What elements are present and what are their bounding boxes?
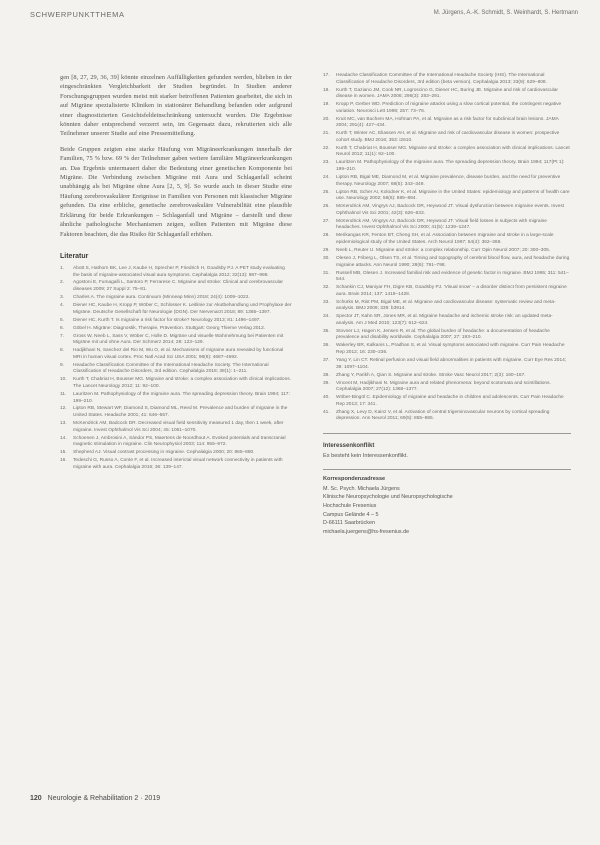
reference-text: Wöber-Bingöl C. Epidemiology of migraine and headache in children and adolescents. Curr Pain Headache Rep 2013; 17: 341.	[336, 395, 564, 407]
reference-number: 15.	[60, 450, 67, 456]
reference-item	[323, 175, 571, 188]
reference-item	[323, 358, 571, 371]
reference-text: Neeb L, Reuter U. Migraine and stroke: a complex relationship. Curr Opin Neurol 2007; 20: 300–305.	[336, 247, 551, 253]
reference-number: 12.	[60, 406, 67, 412]
reference-text: Göbel H. Migräne: Diagnostik, Therapie, Prävention. Stuttgart: Georg Thieme Verlag 2012.	[73, 325, 266, 331]
page-footer	[30, 795, 160, 802]
reference-number: 3.	[60, 295, 65, 301]
reference-list	[60, 266, 292, 471]
reference-item	[60, 458, 292, 471]
left-column	[60, 73, 292, 473]
reference-number: 1.	[60, 265, 65, 271]
reference-item	[60, 318, 292, 325]
address-line: Campus Gelände 4 – 5	[323, 511, 379, 518]
reference-number: 30.	[323, 255, 330, 261]
reference-text: Lipton RB, Scher AI, Kolodner K, et al. Migraine in the United States: epidemiology and patterns of health care use. Neurology 2002; 58(6): 885–894.	[336, 189, 570, 202]
conflict-statement: Es besteht kein Interessenkonflikt.	[323, 452, 408, 459]
reference-item	[60, 392, 292, 405]
reference-item	[323, 300, 571, 313]
reference-text: McKendrick AM, Vingrys AJ, Badcock DR, Heywood JT. Visual dysfunction between migraine events. Invest Ophthalmol Vis Sci 2001; 42(3): 626–633.	[336, 204, 565, 216]
reference-text: Hadjikhani N, Sanchez del Rio M, Wu O, et al. Mechanisms of migraine aura revealed by functional MRI in human visual cortex. Proc Natl Acad Sci USA 2001; 98(8): 4687–4692.	[73, 348, 284, 360]
reference-text: Lauritzen M. Pathophysiology of the migraine aura. The spreading depression theory. Brain 1994; 117(Pt 1): 199–210.	[336, 160, 565, 173]
reference-text: McKendrick AM, Vingrys AJ, Badcock DR, Heywood JT. Visual field losses in subjects with migraine headaches. Invest Ophthalmol Vis Sci 2000; 41(5): 1239–1247.	[336, 218, 547, 231]
reference-number: 26.	[323, 204, 330, 210]
literature-heading: Literatur	[60, 252, 89, 260]
reference-item	[323, 88, 571, 101]
reference-item	[60, 377, 292, 390]
reference-text: Merikangas KR, Fenton BT, Cheng SH, et al. Association between migraine and stroke in a large-scale epidemiological study of the United States. Arch Neurol 1997; 54(4): 362–368.	[336, 233, 554, 245]
reference-number: 32.	[323, 285, 330, 291]
reference-number: 36.	[323, 343, 330, 349]
reference-number: 28.	[323, 233, 330, 239]
reference-text: Gross W, Neeb L, Sass V, Wöber C, Holle D. Migräne und visuelle Wahrnehmung bei Patienten mit Migräne mit und ohne Aura. Der Schmerz 2014; 28: 123–129.	[73, 333, 284, 346]
reference-number: 21.	[323, 131, 330, 137]
divider	[323, 433, 571, 434]
reference-item	[60, 421, 292, 434]
reference-text: Kurth T, Chabriat H, Bousser MG. Migraine and stroke: a complex association with clinical implications. Lancet Neurol 2012; 11(1): 92–100.	[336, 145, 570, 158]
reference-item	[60, 334, 292, 347]
reference-number: 33.	[323, 299, 330, 305]
reference-item	[60, 303, 292, 316]
address-line: M. Sc. Psych. Michaela Jürgens	[323, 485, 400, 492]
reference-list	[323, 73, 571, 423]
reference-number: 41.	[323, 409, 330, 415]
reference-item	[323, 219, 571, 232]
body-paragraph: Beide Gruppen zeigten eine starke Häufung von Migräneerkrankungen innerhalb der Familien, 75 % bzw. 69 % der Teilnehmer gaben weitere familiäre Migräneerkrankungen an. Das Ergebnis untermauert daher die Bedeutung einer genetischen Komponente bei Migräne. Die Verbindung zwischen Migräne mit Aura und Schlaganfall scheint unabhängig als bei Migräne ohne Aura [2, 5, 9]. So wurde auch in dieser Studie eine Häufung zerebrovaskulärer Ereignisse in Familien von Personen mit klassischer Migräne gefunden. Da eine erbliche, genetische zerebrovaskuläre Vulnerabilität eine plausible Erklärung für beide Erkrankungen – Schlaganfall und Migräne – darstellt und diese ähnliche pathologische Mechanismen zeigen, sollten Patienten mit Migräne diese Faktoren beachten, die das Risiko für Schlaganfall erhöhen.	[60, 145, 292, 238]
reference-text: Headache Classification Committee of the International Headache Society. The International Classification of Headache Disorders, 3rd edition. Cephalalgia 2018; 38(1): 1–211.	[73, 362, 269, 375]
reference-item	[323, 190, 571, 203]
reference-text: Kurth T, Chabriat H, Bousser MG. Migraine and stroke: a complex association with clinical implications. The Lancet Neurology 2012; 11: 92–100.	[73, 377, 291, 389]
reference-item	[323, 381, 571, 394]
reference-text: Diener HC, Kaube H, Kropp P, Wöber C, Schlosser K. Leitlinie zur Akutbehandlung und Prophylaxe der Migräne. Deutsche Gesellschaft für Neurologie (DGN). Der Nervenarzt 2018; 89: 1365–1397.	[73, 303, 292, 315]
reference-item	[323, 271, 571, 284]
reference-item	[323, 102, 571, 115]
reference-number: 7.	[60, 333, 65, 339]
running-head-authors: M. Jürgens, A.-K. Schmidt, S. Weinhardt, S. Hertmann	[433, 10, 578, 16]
reference-item	[60, 348, 292, 361]
correspondence-address	[323, 485, 571, 537]
reference-number: 37.	[323, 357, 330, 363]
reference-item	[323, 204, 571, 217]
reference-item	[323, 248, 571, 255]
reference-number: 27.	[323, 218, 330, 224]
reference-text: Headache Classification Committee of the International Headache Society (IHS). The International Classification of Headache Disorders, 3rd edition (beta version). Cephalalgia 2013; 33(9): 629–808.	[336, 73, 547, 85]
reference-number: 35.	[323, 328, 330, 334]
running-head-section: SCHWERPUNKTTHEMA	[30, 10, 125, 19]
address-heading: Korrespondenzadresse	[323, 475, 386, 482]
reference-number: 38.	[323, 372, 330, 378]
reference-item	[323, 160, 571, 173]
reference-item	[323, 410, 571, 423]
reference-item	[60, 363, 292, 376]
reference-number: 22.	[323, 145, 330, 151]
reference-number: 8.	[60, 348, 65, 354]
reference-text: Yang Y, Lin CT. Retinal perfusion and visual field abnormalities in patients with migraine. Curr Eye Res 2014; 39: 1097–1104.	[336, 357, 567, 370]
reference-item	[60, 280, 292, 293]
reference-item	[323, 373, 571, 380]
reference-text: Lipton RB, Bigal ME, Diamond M, et al. Migraine prevalence, disease burden, and the need for preventive therapy. Neurology 2007; 68(5): 343–349.	[336, 175, 561, 187]
reference-item	[323, 73, 571, 86]
reference-number: 5.	[60, 317, 65, 323]
reference-number: 13.	[60, 421, 67, 427]
reference-item	[60, 326, 292, 333]
address-line: michaela.juergens@hs-fresenius.de	[323, 528, 410, 535]
reference-number: 40.	[323, 395, 330, 401]
reference-text: Stovner LJ, Hagen K, Jensen R, et al. The global burden of headache: a documentation of headache prevalence and disability worldwide. Cephalalgia 2007; 27: 193–210.	[336, 328, 550, 341]
reference-item	[323, 117, 571, 130]
conflict-heading: Interessenkonflikt	[323, 442, 375, 449]
reference-item	[323, 314, 571, 327]
reference-text: Kruit MC, van Buchem MA, Hofman PA, et al. Migraine as a risk factor for subclinical brain lesions. JAMA 2004; 291(4): 427–434.	[336, 116, 559, 129]
right-column	[323, 73, 571, 536]
reference-item	[60, 295, 292, 302]
reference-number: 20.	[323, 116, 330, 122]
reference-text: Zhang Y, Parikh A, Qian S. Migraine and stroke. Stroke Vasc Neurol 2017; 2(3): 160–167.	[336, 372, 526, 378]
reference-text: Charles A. The migraine aura. Continuum (Minneap Minn) 2018; 24(4): 1009–1022.	[73, 295, 250, 301]
reference-item	[60, 436, 292, 449]
reference-number: 9.	[60, 362, 65, 368]
reference-text: Abott S, Hathorn BK, Lee J, Kaube H, Sprecher P, Friedrich H, Goadsby PJ. A PET study evaluating the basis of migraine-associated visual aura symptoms. Cephalalgia 2012; 32(13): 987–998.	[73, 265, 285, 278]
reference-number: 25.	[323, 189, 330, 195]
reference-text: Kurth T, Winter AC, Eliassen AH, et al. Migraine and risk of cardiovascular disease in women: prospective cohort study. BMJ 2016; 353: i2610.	[336, 131, 560, 143]
page-number: 120	[30, 795, 42, 802]
reference-text: Shepherd AJ. Visual contrast processing in migraine. Cephalalgia 2000; 20: 865–880.	[73, 450, 255, 456]
reference-number: 2.	[60, 280, 65, 286]
reference-number: 10.	[60, 377, 67, 383]
reference-item	[323, 146, 571, 159]
reference-item	[323, 256, 571, 269]
reference-text: Schürks M, Rist PM, Bigal ME, et al. Migraine and cardiovascular disease: systematic review and meta-analysis. BMJ 2009; 339: b3914.	[336, 299, 556, 312]
reference-text: Kropp P, Gerber WD. Prediction of migraine attacks using a slow cortical potential, the contingent negative variation. Neurosci Lett 1998; 257: 73–76.	[336, 102, 562, 114]
reference-item	[323, 131, 571, 144]
reference-item	[323, 233, 571, 246]
reference-text: Schoenen J, Ambrosini A, Sándor PS, Maertens de Noordhout A. Evoked potentials and transcranial magnetic stimulation in migraine. Clin Neurophysiol 2003; 114: 955–972.	[73, 435, 286, 448]
reference-item	[60, 266, 292, 279]
reference-text: Agostoni E, Fumagalli L, Santoro P, Ferrarese C. Migraine and stroke: Clinical and cerebrovascular diseases 2009; 27 Suppl 2: 75–81.	[73, 280, 284, 293]
reference-number: 39.	[323, 380, 330, 386]
address-line: D-66111 Saarbrücken	[323, 520, 375, 527]
reference-number: 23.	[323, 160, 330, 166]
reference-item	[323, 343, 571, 356]
reference-text: Vincent M, Hadjikhani N. Migraine aura and related phenomena: beyond scotomata and scintillations. Cephalalgia 2007; 27(12): 1368–1377.	[336, 380, 551, 393]
reference-number: 16.	[60, 458, 67, 464]
reference-item	[323, 329, 571, 342]
reference-number: 24.	[323, 175, 330, 181]
reference-number: 14.	[60, 435, 67, 441]
reference-number: 18.	[323, 87, 330, 93]
reference-item	[60, 450, 292, 457]
reference-number: 17.	[323, 73, 330, 78]
reference-text: Kurth T, Gaziano JM, Cook NR, Logroscino G, Diener HC, Buring JE. Migraine and risk of cardiovascular disease in women. JAMA 2006; 296(3): 283–291.	[336, 87, 558, 100]
reference-number: 6.	[60, 325, 65, 331]
reference-text: Zhang X, Levy D, Kainz V, et al. Activation of central trigeminovascular neurons by cortical spreading depression. Ann Neurol 2011; 69(5): 855–865.	[336, 409, 550, 422]
address-line: Hochschule Fresenius	[323, 503, 377, 510]
reference-item	[60, 406, 292, 419]
reference-text: Wakerley BR, Kalkanis L, Pradhan S, et al. Visual symptoms associated with migraine. Curr Pain Headache Rep 2012; 16: 230–236.	[336, 343, 565, 355]
reference-text: Lauritzen M. Pathophysiology of the migraine aura. The spreading depression theory. Brain 1994; 117: 199–210.	[73, 391, 290, 404]
address-line: Klinische Neuropsychologie und Neuropsychologische	[323, 494, 453, 501]
reference-number: 11.	[60, 391, 67, 397]
reference-text: Tedeschi G, Russo A, Conte F, et al. Increased interictal visual network connectivity in patients with migraine with aura. Cephalalgia 2016; 36: 139–147.	[73, 458, 283, 470]
journal-name: Neurologie & Rehabilitation 2 · 2019	[47, 795, 161, 802]
reference-text: McKendrick AM, Badcock DR. Decreased visual field sensitivity measured 1 day, then 1 week, after migraine. Invest Ophthalmol Vis Sci 2004; 45: 1061–1070.	[73, 421, 284, 433]
reference-number: 19.	[323, 102, 330, 108]
reference-item	[323, 395, 571, 408]
reference-number: 4.	[60, 303, 65, 309]
reference-text: Diener HC, Kurth T. Is migraine a risk factor for stroke? Neurology 2013; 81: 1496–1497.	[73, 317, 261, 323]
reference-number: 34.	[323, 314, 330, 320]
reference-number: 29.	[323, 247, 330, 253]
reference-text: Russell MB, Olesen J. Increased familial risk and evidence of genetic factor in migraine. BMJ 1995; 311: 541–544.	[336, 270, 569, 283]
reference-number: 31.	[323, 270, 330, 276]
reference-text: Lipton RB, Stewart WF, Diamond S, Diamond ML, Reed M. Prevalence and burden of migraine in the United States. Headache 2001; 41: 646–657.	[73, 406, 288, 419]
divider	[323, 469, 571, 470]
reference-text: Olesen J, Friberg L, Olsen TS, et al. Timing and topography of cerebral blood flow, aura, and headache during migraine attacks. Ann Neurol 1990; 28(6): 791–798.	[336, 255, 570, 268]
reference-text: Schankin CJ, Maniyar FH, Digre KB, Goadsby PJ. 'Visual snow' – a disorder distinct from persistent migraine aura. Brain 2014; 137: 1419–1428.	[336, 285, 567, 297]
body-paragraph: gen [8, 27, 29, 36, 39] könnte einzelnen Auffälligkeiten gefunden werden, blieben in der eingeschränkten Vergleichbarkeit der Studien begründet. In Studien anderer Forschungsgruppen wurden meist mit starker betroffenen Patienten gearbeitet, die sich in auf Migräne spezialisierte Kliniken in stationärer Behandlung befanden oder aufgrund einer diagnostizierten Gesichtsfeldeinschränkung untersucht wurden. Die Ergebnisse könnten daher entsprechend verzerrt sein, im Gegensatz dazu, rekrutierten sich alle Teilnehmer unserer Studie auf eine Pressemitteilung.	[60, 74, 292, 138]
reference-item	[323, 285, 571, 298]
reference-text: Spector JT, Kahn SR, Jones MR, et al. Migraine headache and ischemic stroke risk: an updated meta-analysis. Am J Med 2010; 123(7): 612–624.	[336, 314, 553, 326]
